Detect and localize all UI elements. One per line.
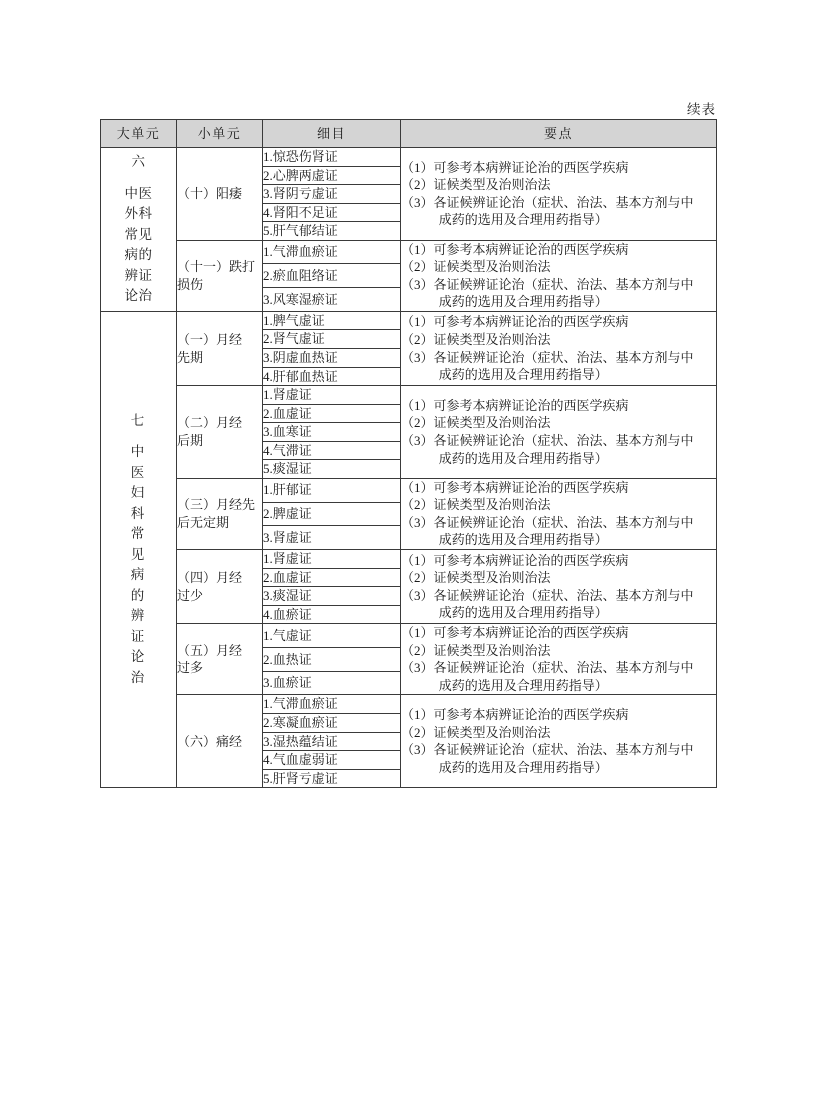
keypoint-line: （3）各证候辨证论治（症状、治法、基本方剂与中	[401, 587, 694, 603]
detail-cell: 3.肾阴亏虚证	[263, 185, 401, 204]
big-unit-line: 辨证	[124, 267, 153, 283]
keypoint-line-continuation: 成药的选用及合理用药指导）	[438, 294, 608, 310]
keypoints-cell	[401, 624, 717, 695]
keypoints-cell	[401, 311, 717, 385]
sub-unit-cell	[177, 311, 263, 385]
detail-cell: 3.湿热蕴结证	[263, 732, 401, 751]
big-unit-line: 医	[130, 464, 147, 480]
sub-unit-label-line: （三）月经先	[177, 497, 256, 513]
detail-cell: 5.肝肾亏虚证	[263, 769, 401, 788]
big-unit-line: 辨	[130, 608, 147, 624]
table-header	[101, 120, 717, 148]
big-unit-line: 科	[130, 505, 147, 521]
detail-cell: 1.脾气虚证	[263, 311, 401, 330]
sub-unit-label-line: 损伤	[177, 276, 204, 292]
table-row	[101, 695, 717, 714]
table-row	[101, 478, 717, 502]
sub-unit-cell	[177, 478, 263, 549]
keypoint-line-continuation: 成药的选用及合理用药指导）	[438, 532, 608, 548]
detail-cell: 3.血寒证	[263, 423, 401, 442]
sub-unit-label-line: （六）痛经	[177, 733, 243, 749]
keypoint-line: （1）可参考本病辨证论治的西医学疾病	[401, 479, 629, 495]
column-header-keypoints: 要点	[401, 120, 717, 148]
keypoint-line: （2）证候类型及治则治法	[401, 724, 551, 740]
keypoint-line: （3）各证候辨证论治（症状、治法、基本方剂与中	[401, 276, 694, 292]
sub-unit-label-line: （十）阳痿	[177, 186, 243, 202]
detail-cell: 2.瘀血阻络证	[263, 264, 401, 288]
detail-cell: 3.风寒湿瘀证	[263, 288, 401, 312]
big-unit-line: 治	[130, 669, 147, 685]
keypoint-line: （3）各证候辨证论治（症状、治法、基本方剂与中	[401, 514, 694, 530]
keypoint-line-continuation: 成药的选用及合理用药指导）	[438, 677, 608, 693]
big-unit-line: 妇	[130, 485, 147, 501]
detail-cell: 5.肝气郁结证	[263, 222, 401, 241]
detail-cell: 2.血热证	[263, 647, 401, 671]
keypoint-line-continuation: 成药的选用及合理用药指导）	[438, 759, 608, 775]
big-unit-cell	[101, 311, 177, 787]
column-header-detail: 细目	[263, 120, 401, 148]
table-row	[101, 550, 717, 569]
detail-cell: 3.痰湿证	[263, 587, 401, 606]
header-row	[101, 120, 717, 148]
keypoints-cell	[401, 148, 717, 241]
column-header-sub-unit: 小单元	[177, 120, 263, 148]
detail-cell: 3.肾虚证	[263, 526, 401, 550]
big-unit-line: 病	[130, 567, 147, 583]
table-row	[101, 624, 717, 648]
detail-cell: 2.血虚证	[263, 568, 401, 587]
keypoint-line: （2）证候类型及治则治法	[401, 331, 551, 347]
detail-cell: 4.肝郁血热证	[263, 367, 401, 386]
keypoint-line: （2）证候类型及治则治法	[401, 642, 551, 658]
keypoint-line: （2）证候类型及治则治法	[401, 570, 551, 586]
sub-unit-cell	[177, 386, 263, 479]
keypoint-line: （3）各证候辨证论治（症状、治法、基本方剂与中	[401, 349, 694, 365]
table-body	[101, 148, 717, 788]
keypoint-line: （3）各证候辨证论治（症状、治法、基本方剂与中	[401, 432, 694, 448]
sub-unit-label-line: 先期	[177, 349, 204, 365]
keypoints-cell	[401, 478, 717, 549]
keypoint-line: （3）各证候辨证论治（症状、治法、基本方剂与中	[401, 742, 694, 758]
big-unit-line: 病的	[124, 247, 153, 263]
table-row	[101, 386, 717, 405]
big-unit-line: 证	[130, 628, 147, 644]
detail-cell: 3.阴虚血热证	[263, 349, 401, 368]
detail-cell: 1.肝郁证	[263, 478, 401, 502]
keypoint-line-continuation: 成药的选用及合理用药指导）	[438, 212, 608, 228]
detail-cell: 2.血虚证	[263, 404, 401, 423]
detail-cell: 2.脾虚证	[263, 502, 401, 526]
keypoints-cell	[401, 386, 717, 479]
big-unit-line: 常见	[124, 226, 153, 242]
keypoint-line: （2）证候类型及治则治法	[401, 259, 551, 275]
big-unit-line: 论	[130, 649, 147, 665]
big-unit-line: 中	[130, 444, 147, 460]
continuation-label: 续表	[687, 102, 716, 117]
big-unit-line: 七	[130, 412, 147, 428]
keypoints-cell	[401, 550, 717, 624]
sub-unit-label-line: （一）月经	[177, 331, 243, 347]
keypoint-line-continuation: 成药的选用及合理用药指导）	[438, 367, 608, 383]
detail-cell: 2.肾气虚证	[263, 330, 401, 349]
detail-cell: 4.气滞证	[263, 441, 401, 460]
detail-cell: 2.心脾两虚证	[263, 166, 401, 185]
keypoint-line: （1）可参考本病辨证论治的西医学疾病	[401, 314, 629, 330]
table-row	[101, 240, 717, 264]
detail-cell: 1.惊恐伤肾证	[263, 148, 401, 167]
sub-unit-label-line: 后期	[177, 432, 204, 448]
detail-cell: 1.气滞血瘀证	[263, 695, 401, 714]
big-unit-line: 的	[130, 587, 147, 603]
keypoint-line: （3）各证候辨证论治（症状、治法、基本方剂与中	[401, 660, 694, 676]
sub-unit-cell	[177, 550, 263, 624]
sub-unit-label-line: 过多	[177, 660, 204, 676]
sub-unit-label-line: （二）月经	[177, 415, 243, 431]
sub-unit-label-line: 过少	[177, 587, 204, 603]
detail-cell: 3.血瘀证	[263, 671, 401, 695]
keypoint-line: （1）可参考本病辨证论治的西医学疾病	[401, 707, 629, 723]
keypoint-line-continuation: 成药的选用及合理用药指导）	[438, 605, 608, 621]
detail-cell: 1.肾虚证	[263, 386, 401, 405]
keypoint-line: （1）可参考本病辨证论治的西医学疾病	[401, 397, 629, 413]
keypoint-line: （2）证候类型及治则治法	[401, 497, 551, 513]
sub-unit-cell	[177, 148, 263, 241]
keypoints-cell	[401, 240, 717, 311]
big-unit-line: 论治	[124, 288, 153, 304]
detail-cell: 2.寒凝血瘀证	[263, 713, 401, 732]
table-row	[101, 148, 717, 167]
sub-unit-cell	[177, 695, 263, 788]
keypoint-line: （1）可参考本病辨证论治的西医学疾病	[401, 625, 629, 641]
detail-cell: 1.气滞血瘀证	[263, 240, 401, 264]
syllabus-table	[100, 119, 717, 788]
detail-cell: 4.气血虚弱证	[263, 751, 401, 770]
keypoint-line: （2）证候类型及治则治法	[401, 177, 551, 193]
keypoint-line-continuation: 成药的选用及合理用药指导）	[438, 450, 608, 466]
keypoint-line: （1）可参考本病辨证论治的西医学疾病	[401, 241, 629, 257]
keypoint-line: （1）可参考本病辨证论治的西医学疾病	[401, 159, 629, 175]
sub-unit-cell	[177, 624, 263, 695]
sub-unit-label-line: （五）月经	[177, 642, 243, 658]
detail-cell: 4.血瘀证	[263, 605, 401, 624]
keypoints-cell	[401, 695, 717, 788]
keypoint-line: （2）证候类型及治则治法	[401, 415, 551, 431]
keypoint-line: （3）各证候辨证论治（症状、治法、基本方剂与中	[401, 194, 694, 210]
detail-cell: 5.痰湿证	[263, 460, 401, 479]
sub-unit-cell	[177, 240, 263, 311]
detail-cell: 4.肾阳不足证	[263, 203, 401, 222]
big-unit-line: 六	[131, 154, 146, 170]
big-unit-cell	[101, 148, 177, 312]
sub-unit-label-line: （四）月经	[177, 570, 243, 586]
big-unit-line: 见	[130, 546, 147, 562]
detail-cell: 1.肾虚证	[263, 550, 401, 569]
keypoint-line: （1）可参考本病辨证论治的西医学疾病	[401, 552, 629, 568]
table-row	[101, 311, 717, 330]
detail-cell: 1.气虚证	[263, 624, 401, 648]
big-unit-line: 中医	[124, 185, 153, 201]
big-unit-line: 外科	[124, 206, 153, 222]
big-unit-line: 常	[130, 526, 147, 542]
column-header-big-unit: 大单元	[101, 120, 177, 148]
sub-unit-label-line: 后无定期	[177, 514, 230, 530]
sub-unit-label-line: （十一）跌打	[177, 259, 256, 275]
